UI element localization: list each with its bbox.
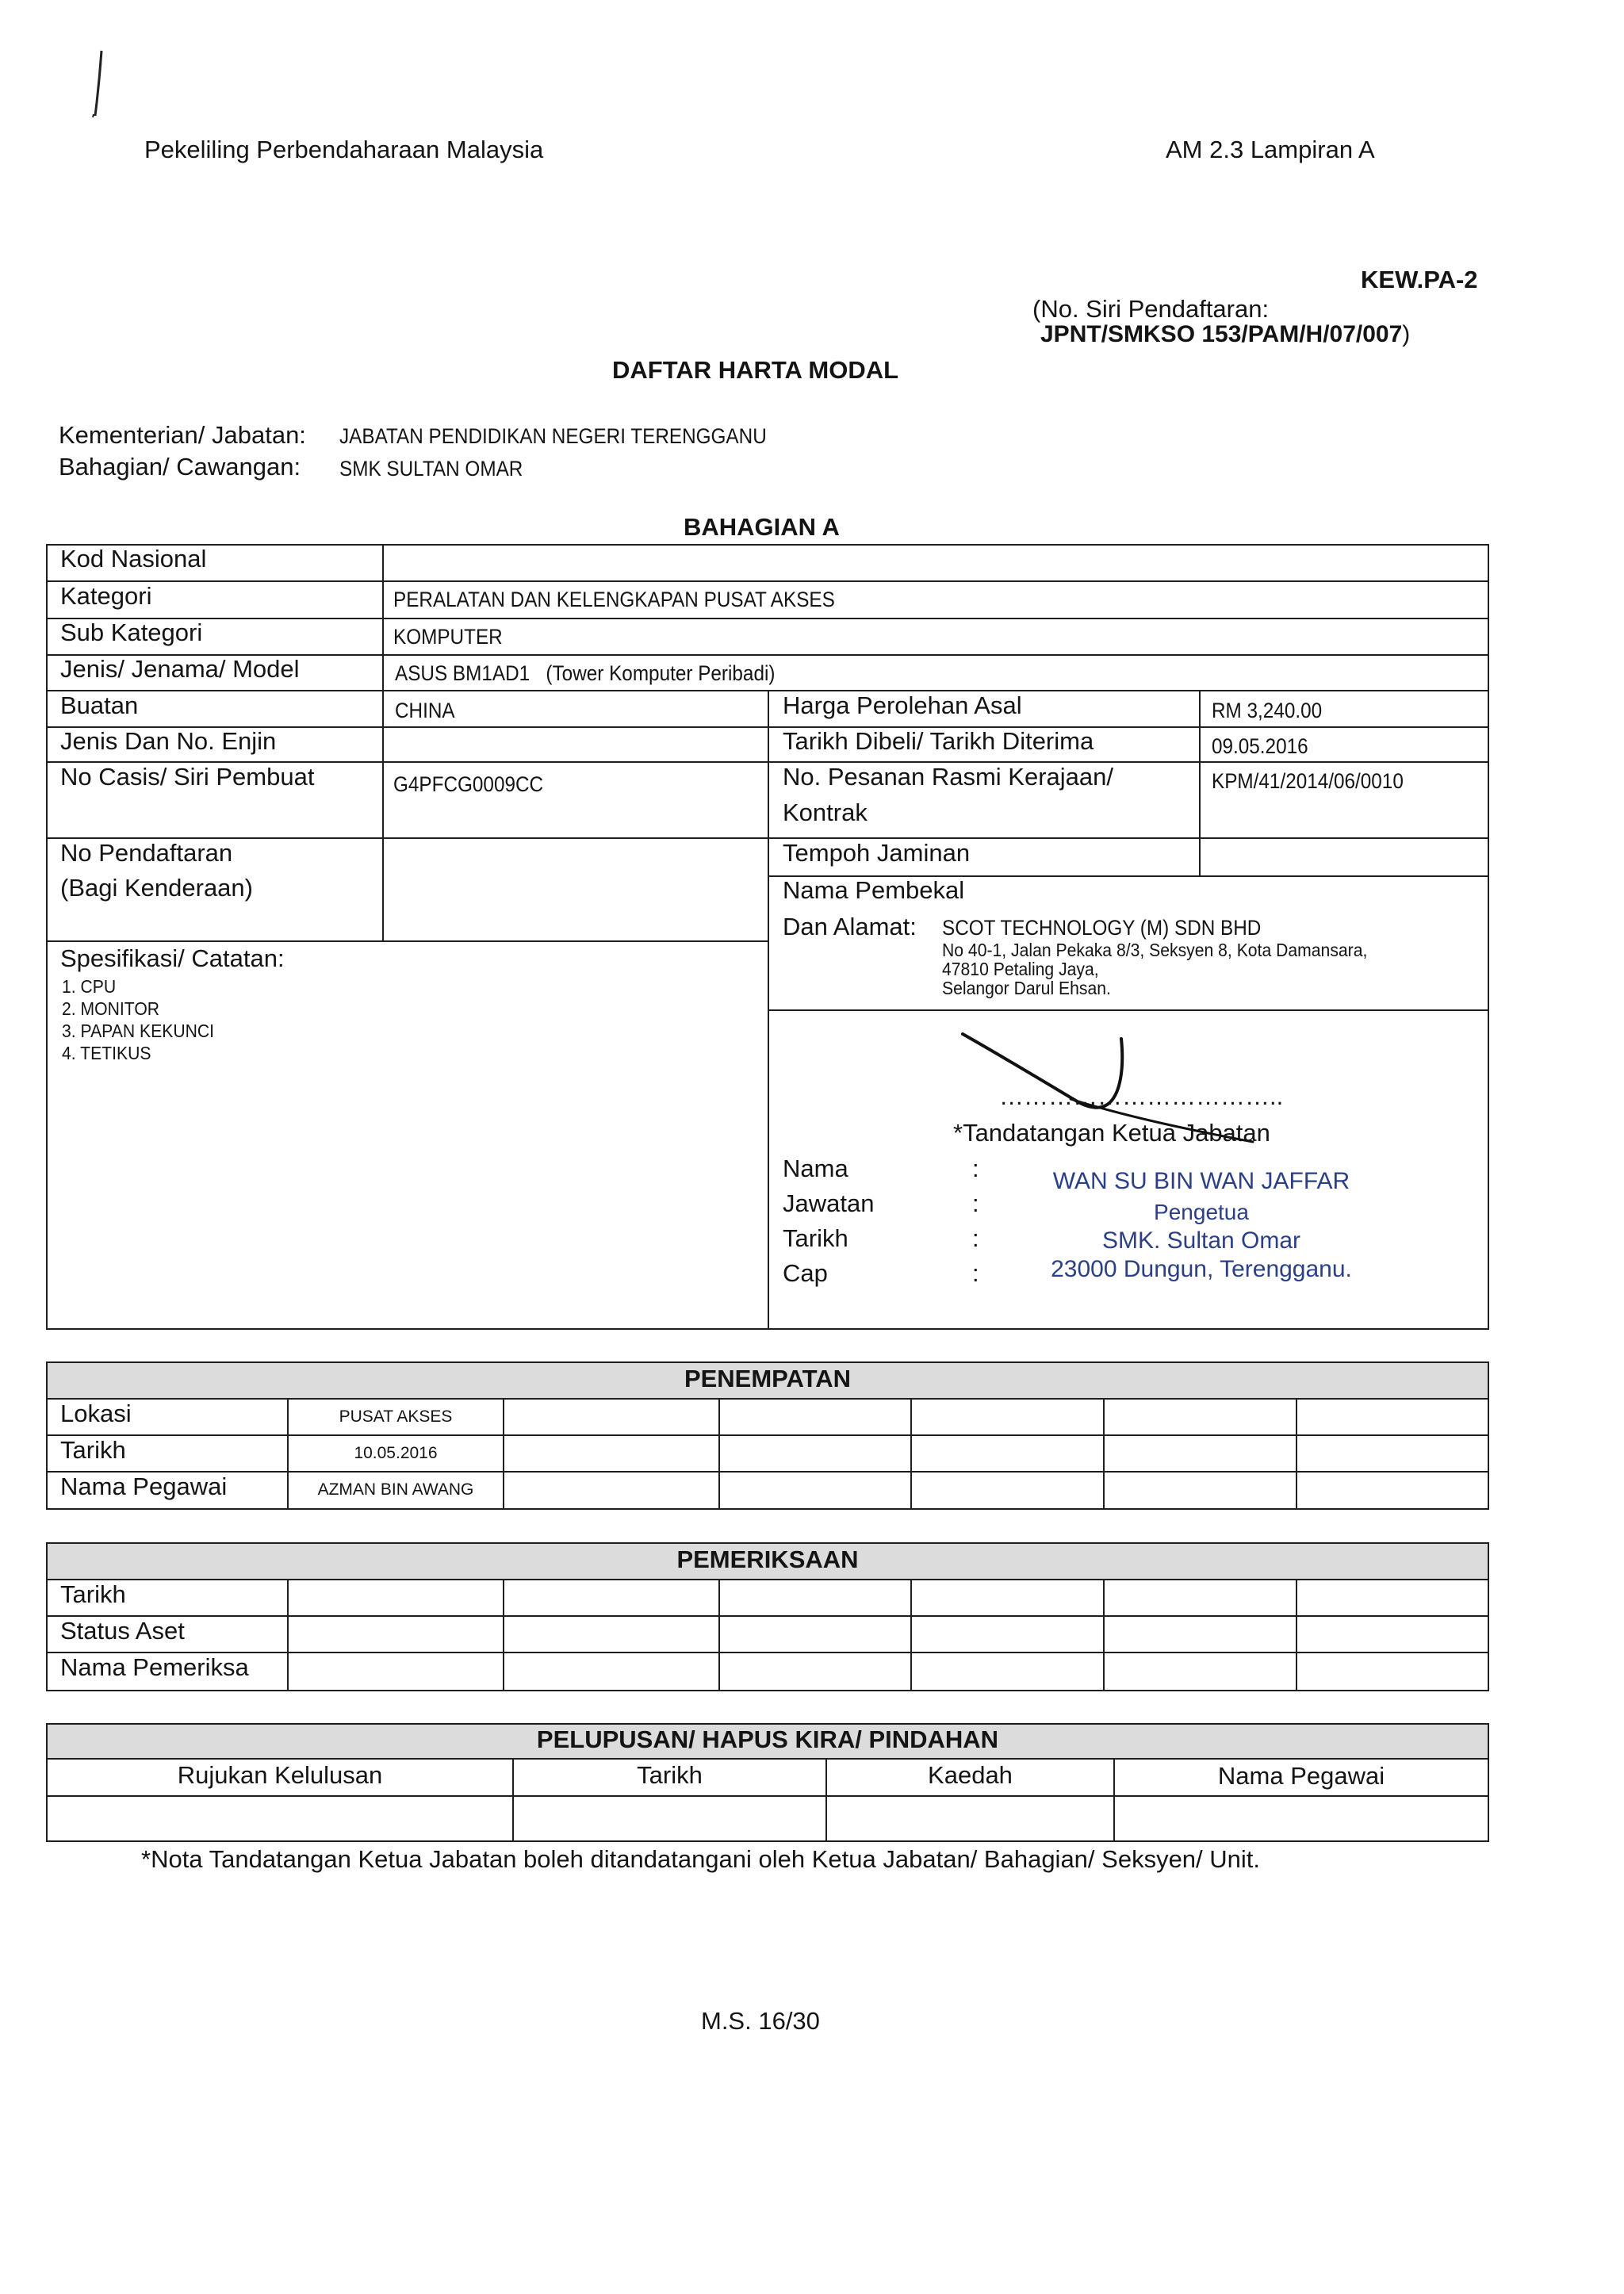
penempatan-label-pegawai: Nama Pegawai: [60, 1473, 228, 1500]
spesifikasi-item-4: 4. TETIKUS: [62, 1043, 151, 1063]
pembekal-address-2: 47810 Petaling Jaya,: [942, 959, 1099, 979]
penempatan-label-lokasi: Lokasi: [60, 1400, 132, 1427]
signature-dots: ……………………………..: [999, 1082, 1284, 1110]
ministry-label: Kementerian/ Jabatan:: [59, 421, 306, 449]
kategori-label: Kategori: [60, 582, 152, 610]
stamp-position: Pengetua: [1154, 1200, 1249, 1224]
section-a-title: BAHAGIAN A: [684, 513, 840, 541]
page-title: DAFTAR HARTA MODAL: [612, 356, 899, 384]
registration-label: (No. Siri Pendaftaran:: [1032, 295, 1270, 323]
jenis-label: Jenis/ Jenama/ Model: [60, 655, 300, 683]
jaminan-label: Tempoh Jaminan: [783, 839, 971, 867]
sub-kategori-value: KOMPUTER: [393, 625, 503, 649]
harga-value: RM 3,240.00: [1212, 699, 1323, 722]
pendaftaran-label-1: No Pendaftaran: [60, 839, 233, 867]
sig-colon-1: :: [972, 1155, 979, 1182]
casis-value: G4PFCG0009CC: [393, 772, 544, 796]
kategori-value: PERALATAN DAN KELENGKAPAN PUSAT AKSES: [393, 588, 835, 611]
kod-nasional-label: Kod Nasional: [60, 545, 207, 573]
sig-label-jawatan: Jawatan: [783, 1189, 875, 1217]
penempatan-value-pegawai: AZMAN BIN AWANG: [317, 1480, 474, 1499]
pesanan-value: KPM/41/2014/06/0010: [1212, 769, 1404, 793]
sub-kategori-label: Sub Kategori: [60, 618, 203, 646]
penempatan-label-tarikh: Tarikh: [60, 1436, 126, 1464]
alamat-label: Dan Alamat:: [783, 913, 917, 940]
division-value: SMK SULTAN OMAR: [339, 457, 523, 481]
footnote: *Nota Tandatangan Ketua Jabatan boleh ditandatangani oleh Ketua Jabatan/ Bahagian/ Seksyen/ Unit.: [141, 1845, 1261, 1873]
pelupusan-header-kaedah: Kaedah: [928, 1761, 1013, 1789]
sig-label-cap: Cap: [783, 1259, 828, 1287]
header-left: Pekeliling Perbendaharaan Malaysia: [144, 136, 544, 163]
jenis-value: [395, 661, 775, 686]
sig-colon-4: :: [972, 1259, 979, 1287]
sig-label-nama: Nama: [783, 1155, 848, 1182]
spesifikasi-item-2: 2. MONITOR: [62, 998, 160, 1019]
pelupusan-header-tarikh: Tarikh: [637, 1761, 703, 1789]
pesanan-label-2: Kontrak: [783, 798, 868, 826]
registration-close: ): [1402, 321, 1411, 347]
stamp-name: WAN SU BIN WAN JAFFAR: [1052, 1168, 1350, 1194]
pemeriksaan-title: PEMERIKSAAN: [676, 1545, 859, 1573]
sig-label-tarikh: Tarikh: [783, 1224, 848, 1252]
tarikh-dibeli-value: 09.05.2016: [1212, 734, 1308, 758]
pesanan-label-1: No. Pesanan Rasmi Kerajaan/: [783, 763, 1114, 791]
buatan-label: Buatan: [60, 691, 139, 719]
penempatan-value-lokasi: PUSAT AKSES: [339, 1407, 453, 1426]
sig-colon-3: :: [972, 1224, 979, 1252]
header-right: AM 2.3 Lampiran A: [1166, 136, 1375, 163]
spesifikasi-label: Spesifikasi/ Catatan:: [60, 944, 285, 972]
harga-label: Harga Perolehan Asal: [783, 691, 1022, 719]
pembekal-name: SCOT TECHNOLOGY (M) SDN BHD: [942, 916, 1262, 940]
jenis-note: (Tower Komputer Peribadi): [546, 661, 776, 685]
pemeriksaan-label-tarikh: Tarikh: [60, 1580, 126, 1608]
pembekal-address-3: Selangor Darul Ehsan.: [942, 978, 1111, 998]
form-code: KEW.PA-2: [1361, 266, 1478, 293]
pembekal-label: Nama Pembekal: [783, 876, 965, 904]
signature-caption: *Tandatangan Ketua Jabatan: [953, 1119, 1270, 1147]
jenis-model: ASUS BM1AD1: [395, 661, 530, 685]
spesifikasi-item-1: 1. CPU: [62, 976, 117, 997]
page-number: M.S. 16/30: [701, 2007, 820, 2035]
pemeriksaan-label-status: Status Aset: [60, 1617, 185, 1645]
pendaftaran-label-2: (Bagi Kenderaan): [60, 874, 253, 902]
penempatan-title: PENEMPATAN: [684, 1365, 852, 1392]
ministry-value: JABATAN PENDIDIKAN NEGERI TERENGGANU: [339, 424, 767, 448]
division-label: Bahagian/ Cawangan:: [59, 453, 301, 481]
casis-label: No Casis/ Siri Pembuat: [60, 763, 315, 791]
registration-value: JPNT/SMKSO 153/PAM/H/07/007: [1040, 321, 1403, 347]
pelupusan-header-pegawai: Nama Pegawai: [1217, 1762, 1385, 1790]
tarikh-dibeli-label: Tarikh Dibeli/ Tarikh Diterima: [783, 727, 1094, 755]
spesifikasi-item-3: 3. PAPAN KEKUNCI: [62, 1021, 215, 1041]
pelupusan-header-rujukan: Rujukan Kelulusan: [177, 1761, 383, 1789]
penempatan-value-tarikh: 10.05.2016: [354, 1444, 438, 1462]
registration-number: [1040, 320, 1410, 349]
buatan-value: CHINA: [395, 699, 455, 722]
pelupusan-title: PELUPUSAN/ HAPUS KIRA/ PINDAHAN: [536, 1725, 999, 1753]
stamp-school: SMK. Sultan Omar: [1101, 1227, 1301, 1254]
pembekal-address-1: No 40-1, Jalan Pekaka 8/3, Seksyen 8, Kota Damansara,: [942, 940, 1368, 960]
enjin-label: Jenis Dan No. Enjin: [60, 727, 277, 755]
pemeriksaan-label-pemeriksa: Nama Pemeriksa: [60, 1653, 249, 1681]
sig-colon-2: :: [972, 1189, 979, 1217]
stamp-address: 23000 Dungun, Terengganu.: [1051, 1256, 1352, 1282]
margin-mark: [94, 49, 98, 114]
